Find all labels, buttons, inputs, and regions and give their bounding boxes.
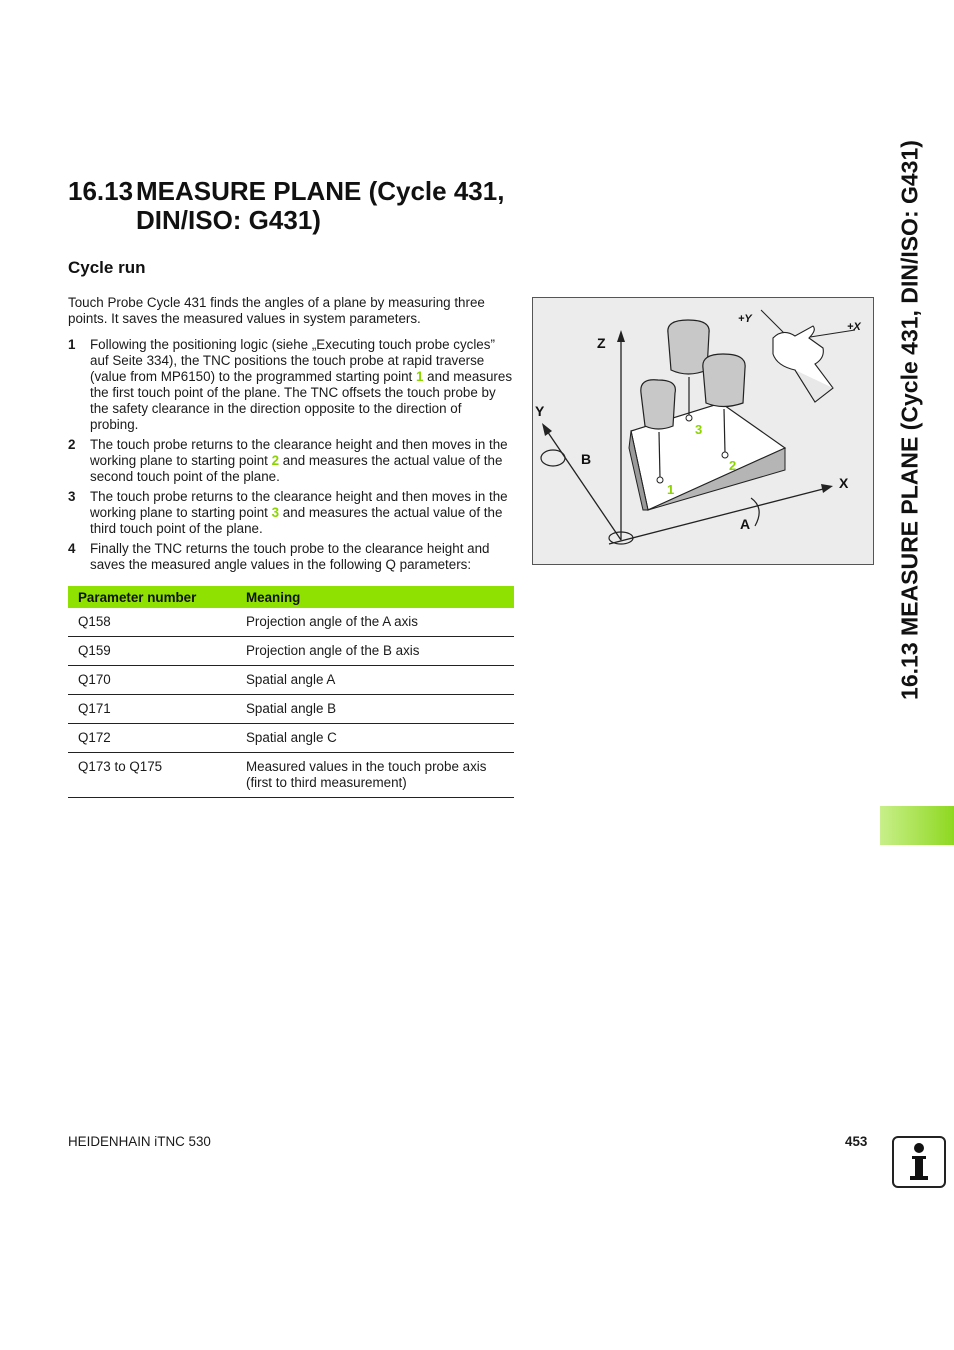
- point-1-label: 1: [667, 482, 675, 497]
- step-number: 4: [68, 541, 76, 556]
- x-axis-label: X: [839, 475, 849, 491]
- step-2: [68, 437, 513, 485]
- subheading: Cycle run: [68, 258, 146, 277]
- steps-list: [68, 337, 513, 577]
- point-ref: 1: [416, 369, 424, 384]
- parameter-table: [68, 586, 514, 798]
- info-icon: [892, 1136, 946, 1188]
- column-header: Parameter number: [68, 586, 236, 608]
- step-1: [68, 337, 513, 433]
- sidebar-title: 16.13 MEASURE PLANE (Cycle 431, DIN/ISO: G431): [896, 140, 923, 700]
- section-title-line1: MEASURE PLANE (Cycle 431,: [136, 176, 505, 206]
- param-cell: Q172: [68, 724, 236, 753]
- table-row: [68, 608, 514, 637]
- point-3-label: 3: [695, 422, 703, 437]
- plus-x-label: +X: [847, 321, 861, 333]
- table-row: [68, 695, 514, 724]
- param-cell: Q173 to Q175: [68, 753, 236, 798]
- param-cell: Q171: [68, 695, 236, 724]
- step-number: 3: [68, 489, 76, 504]
- step-number: 2: [68, 437, 76, 452]
- page-number: 453: [845, 1134, 868, 1149]
- rotation-b-arc: [541, 450, 565, 466]
- x-axis-arrow: [821, 484, 833, 493]
- y-axis-label: Y: [535, 403, 545, 419]
- footer-product: HEIDENHAIN iTNC 530: [68, 1134, 211, 1149]
- step-text: Finally the TNC returns the touch probe to the clearance height and saves the measured angle values in the following Q parameters:: [90, 541, 490, 572]
- b-rotation-label: B: [581, 451, 592, 467]
- probe-diagram-svg: [533, 298, 873, 564]
- point-2-label: 2: [729, 458, 737, 473]
- table-row: [68, 753, 514, 798]
- hand-icon: [761, 310, 855, 402]
- intro-paragraph: Touch Probe Cycle 431 finds the angles of a plane by measuring three points. It saves the measured values in system parameters.: [68, 295, 485, 326]
- step-text: and measures the first touch point of the plane. The TNC offsets the touch probe by the safety clearance in the direction opposite to the direction of probing.: [90, 369, 513, 432]
- step-text: Following the positioning logic (siehe „Executing touch probe cycles” auf Seite 334), the TNC positions the touch probe at rapid traverse (value from MP6150) to the programmed starting point: [90, 337, 495, 384]
- step-text: The touch probe returns to the clearance height and then moves in the working plane to starting point: [90, 489, 508, 520]
- y-axis-line: [545, 428, 621, 540]
- step-text: and measures the actual value of the third touch point of the plane.: [90, 505, 503, 536]
- meaning-cell: Spatial angle A: [236, 666, 514, 695]
- meaning-cell: Spatial angle B: [236, 695, 514, 724]
- meaning-cell: Projection angle of the A axis: [236, 608, 514, 637]
- step-text: and measures the actual value of the second touch point of the plane.: [90, 453, 503, 484]
- z-axis-arrow: [617, 330, 625, 342]
- table-row: [68, 724, 514, 753]
- param-cell: Q170: [68, 666, 236, 695]
- table-row: [68, 637, 514, 666]
- probe-diagram: [532, 297, 874, 565]
- meaning-cell: Measured values in the touch probe axis (first to third measurement): [236, 753, 514, 798]
- section-number: 16.13: [68, 176, 134, 206]
- column-header: Meaning: [236, 586, 514, 608]
- meaning-cell: Projection angle of the B axis: [236, 637, 514, 666]
- plus-y-label: +Y: [738, 313, 752, 325]
- point-ref: 2: [271, 453, 280, 468]
- table-header-row: [68, 586, 514, 608]
- point-ref: 3: [271, 505, 280, 520]
- step-3: [68, 489, 513, 537]
- param-cell: Q159: [68, 637, 236, 666]
- z-axis-label: Z: [597, 335, 606, 351]
- a-rotation-label: A: [740, 516, 751, 532]
- section-title-line2: DIN/ISO: G431): [136, 205, 321, 235]
- rotation-a-arc: [751, 498, 759, 526]
- y-axis-arrow: [542, 423, 552, 436]
- step-text: The touch probe returns to the clearance height and then moves in the working plane to starting point: [90, 437, 508, 468]
- step-number: 1: [68, 337, 76, 352]
- table-row: [68, 666, 514, 695]
- sidebar-tab: [880, 806, 954, 845]
- param-cell: Q158: [68, 608, 236, 637]
- meaning-cell: Spatial angle C: [236, 724, 514, 753]
- step-4: [68, 541, 513, 573]
